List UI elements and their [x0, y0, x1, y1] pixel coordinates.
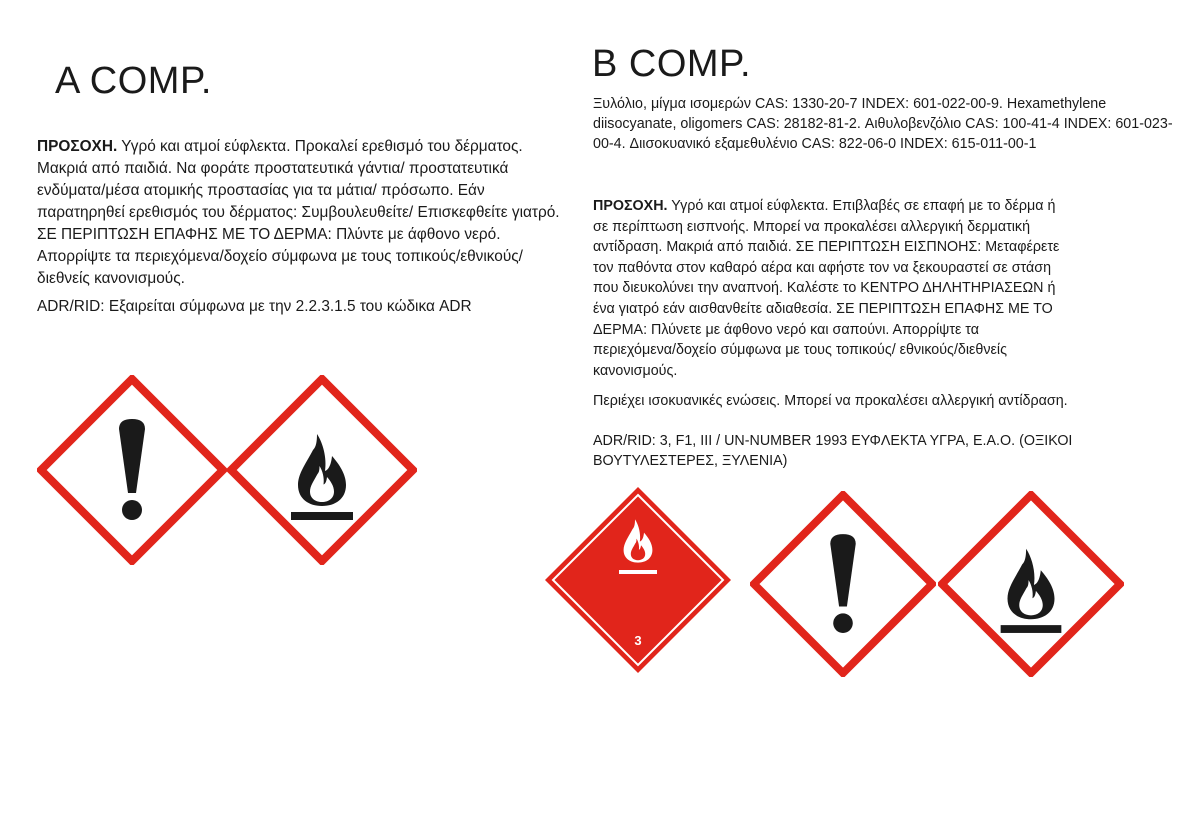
section-b-adr: ADR/RID: 3, F1, III / UN-NUMBER 1993 ΕΥΦΛΕΚΤΑ ΥΓΡΑ, Ε.Α.Ο. (ΟΞΙΚΟΙ ΒΟΥΤΥΛΕΣΤΕΡΕΣ, ΞΥΛΕΝΙΑ) [593, 433, 1073, 469]
adr-class-3-flammable-icon [543, 485, 733, 675]
flame-icon [938, 491, 1124, 677]
exclamation-icon [37, 375, 227, 565]
section-b-composition: Ξυλόλιο, μίγμα ισομερών CAS: 1330-20-7 INDEX: 601-022-00-9. Hexamethylene diisocyanate, oligomers CAS: 28182-81-2. Αιθυλοβενζόλιο CAS: 100-41-4 INDEX: 601-023-00-4. Διισοκυανικό εξαμεθυλένιο CAS: 822-06-0 INDEX: 615-011-00-1 [593, 96, 1173, 152]
section-a-warning-label: ΠΡΟΣΟΧΗ. [37, 138, 118, 155]
section-a-warning-body: Υγρό και ατμοί εύφλεκτα. Προκαλεί ερεθισμό του δέρματος. Μακριά από παιδιά. Να φοράτε προστατευτικά γάντια/ προστατευτικά ενδύματα/μέσα ατομικής προστασίας για τα μάτια/ πρόσωπο. Εάν παρατηρηθεί ερεθισμός του δέρματος: Συμβουλευθείτε/ Επισκεφθείτε γιατρό. ΣΕ ΠΕΡΙΠΤΩΣΗ ΕΠΑΦΗΣ ΜΕ ΤΟ ΔΕΡΜΑ: Πλύντε με άφθονο νερό. Απορρίψτε τα περιεχόμενα/δοχείο σύμφωνα με τους τοπικούς/εθνικούς/διεθνείς κανονισμούς. [37, 138, 560, 287]
section-b-warning-text [593, 196, 1063, 381]
adr-class-number: 3 [634, 633, 642, 648]
section-b-warning-body: Υγρό και ατμοί εύφλεκτα. Επιβλαβές σε επαφή με το δέρμα ή σε περίπτωση εισπνοής. Μπορεί να προκαλέσει αλλεργική δερματική αντίδραση. Μακριά από παιδιά. ΣΕ ΠΕΡΙΠΤΩΣΗ ΕΙΣΠΝΟΗΣ: Μεταφέρετε τον παθόντα στον καθαρό αέρα και αφήστε τον να ξεκουραστεί σε στάση που διευκολύνει την αναπνοή. Καλέστε το ΚΕΝΤΡΟ ΔΗΛΗΤΗΡΙΑΣΕΩΝ ή ένα γιατρό εάν αισθανθείτε αδιαθεσία. ΣΕ ΠΕΡΙΠΤΩΣΗ ΕΠΑΦΗΣ ΜΕ ΤΟ ΔΕΡΜΑ: Πλύνετε με άφθονο νερό και σαπούνι. Απορρίψτε τα περιεχόμενα/δοχείο σύμφωνα με τους τοπικούς/ εθνικούς/διεθνείς κανονισμούς. [593, 198, 1060, 379]
section-b-warning-label: ΠΡΟΣΟΧΗ. [593, 198, 668, 214]
section-a-adr: ADR/RID: Εξαιρείται σύμφωνα με την 2.2.3.1.5 του κώδικα ADR [37, 298, 472, 315]
flame-icon [227, 375, 417, 565]
section-b-contains: Περιέχει ισοκυανικές ενώσεις. Μπορεί να προκαλέσει αλλεργική αντίδραση. [593, 393, 1068, 409]
section-b-title: B COMP. [592, 43, 752, 85]
section-a-title: A COMP. [55, 60, 212, 102]
section-a-warning-text [37, 136, 572, 290]
exclamation-icon [750, 491, 936, 677]
